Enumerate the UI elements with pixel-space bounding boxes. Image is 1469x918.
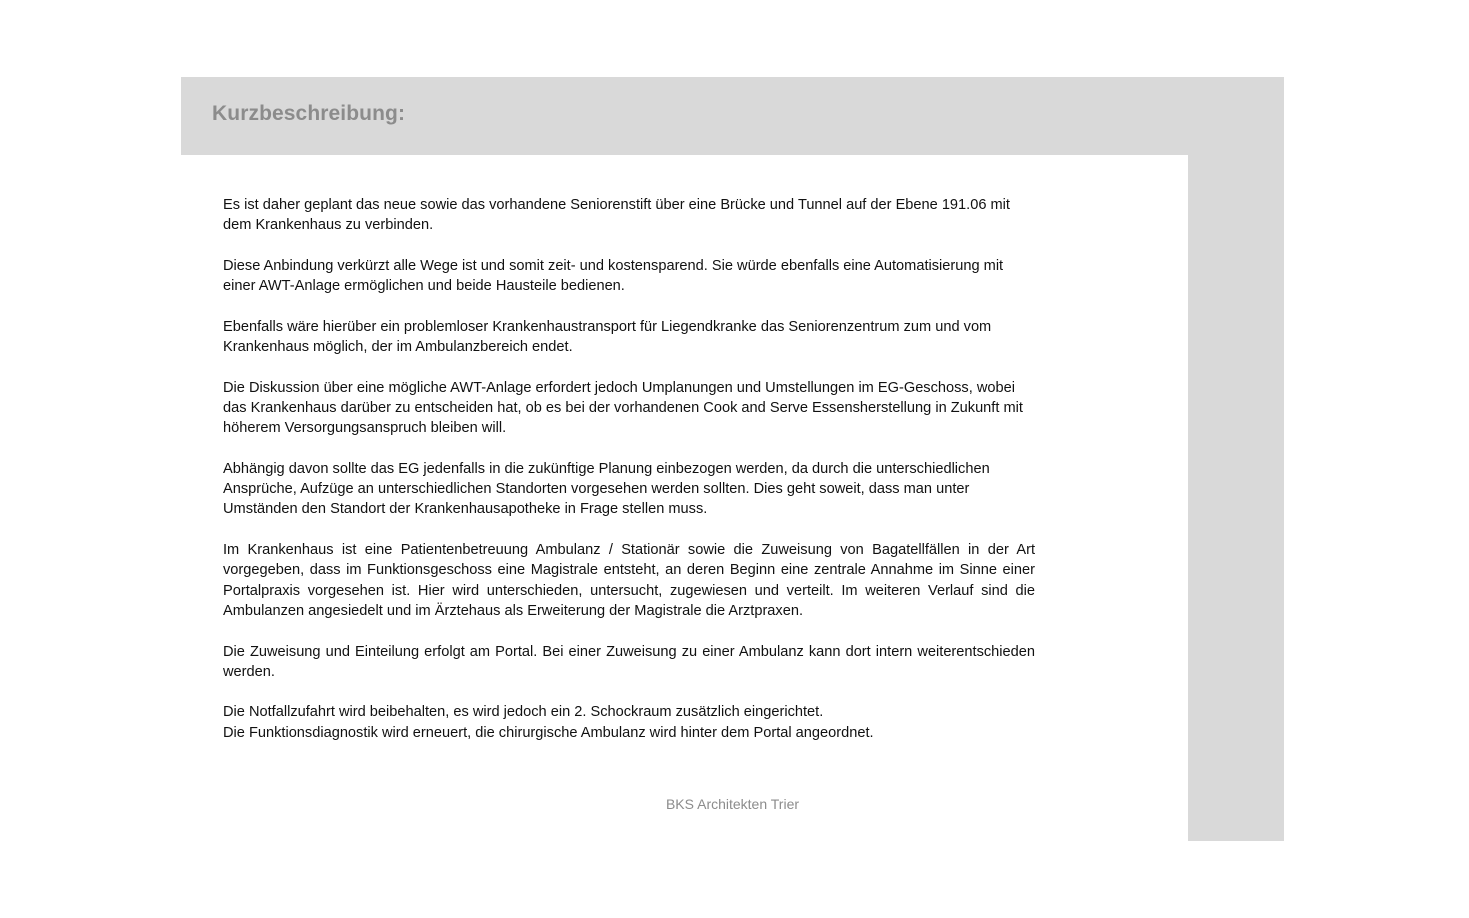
- paragraph: Ebenfalls wäre hierüber ein problemloser Krankenhaustransport für Liegendkranke das Seniorenzentrum zum und vom Krankenhaus möglich, der im Ambulanzbereich endet.: [223, 318, 992, 356]
- body-text: [223, 195, 1035, 743]
- paragraph: Die Zuweisung und Einteilung erfolgt am Portal. Bei einer Zuweisung zu einer Ambulanz kann dort intern weiterentschieden werden.: [223, 643, 1035, 680]
- closing-paragraph: [223, 702, 1035, 743]
- paragraph: Diese Anbindung verkürzt alle Wege ist und somit zeit- und kostensparend. Sie würde ebenfalls eine Automatisierung mit einer AWT-Anlage ermöglichen und beide Hausteile bedienen.: [223, 257, 1004, 295]
- side-band: [1188, 155, 1284, 841]
- paragraph: Im Krankenhaus ist eine Patientenbetreuung Ambulanz / Stationär sowie die Zuweisung von Bagatellfällen in der Art vorgegeben, dass im Funktionsgeschoss eine Magistrale entsteht, an deren Beginn eine zentrale Annahme im Sinne einer Portalpraxis vorgesehen ist. Hier wird unterschieden, untersucht, zugewiesen und verteilt. Im weiteren Verlauf sind die Ambulanzen angesiedelt und im Ärztehaus als Erweiterung der Magistrale die Arztpraxen.: [223, 542, 1035, 619]
- footer-credit: BKS Architekten Trier: [665, 796, 800, 812]
- paragraph: Es ist daher geplant das neue sowie das vorhandene Seniorenstift über eine Brücke und Tunnel auf der Ebene 191.06 mit dem Krankenhaus zu verbinden.: [223, 197, 1010, 234]
- closing-line: Die Notfallzufahrt wird beibehalten, es wird jedoch ein 2. Schockraum zusätzlich eingerichtet.: [223, 704, 824, 721]
- paragraph: Die Diskussion über eine mögliche AWT-Anlage erfordert jedoch Umplanungen und Umstellungen im EG-Geschoss, wobei das Krankenhaus darüber zu entscheiden hat, ob es bei der vorhandenen Cook and Serve Essensherstellung in Zukunft mit höherem Versorgungsanspruch bleiben will.: [223, 379, 1023, 437]
- paragraph: Abhängig davon sollte das EG jedenfalls in die zukünftige Planung einbezogen werden, da durch die unterschiedlichen Ansprüche, Aufzüge an unterschiedlichen Standorten vorgesehen werden sollten. Dies geht soweit, dass man unter Umständen den Standort der Krankenhausapotheke in Frage stellen muss.: [223, 460, 990, 518]
- closing-line: Die Funktionsdiagnostik wird erneuert, die chirurgische Ambulanz wird hinter dem Portal angeordnet.: [223, 724, 874, 741]
- slide-title: Kurzbeschreibung:: [212, 102, 406, 125]
